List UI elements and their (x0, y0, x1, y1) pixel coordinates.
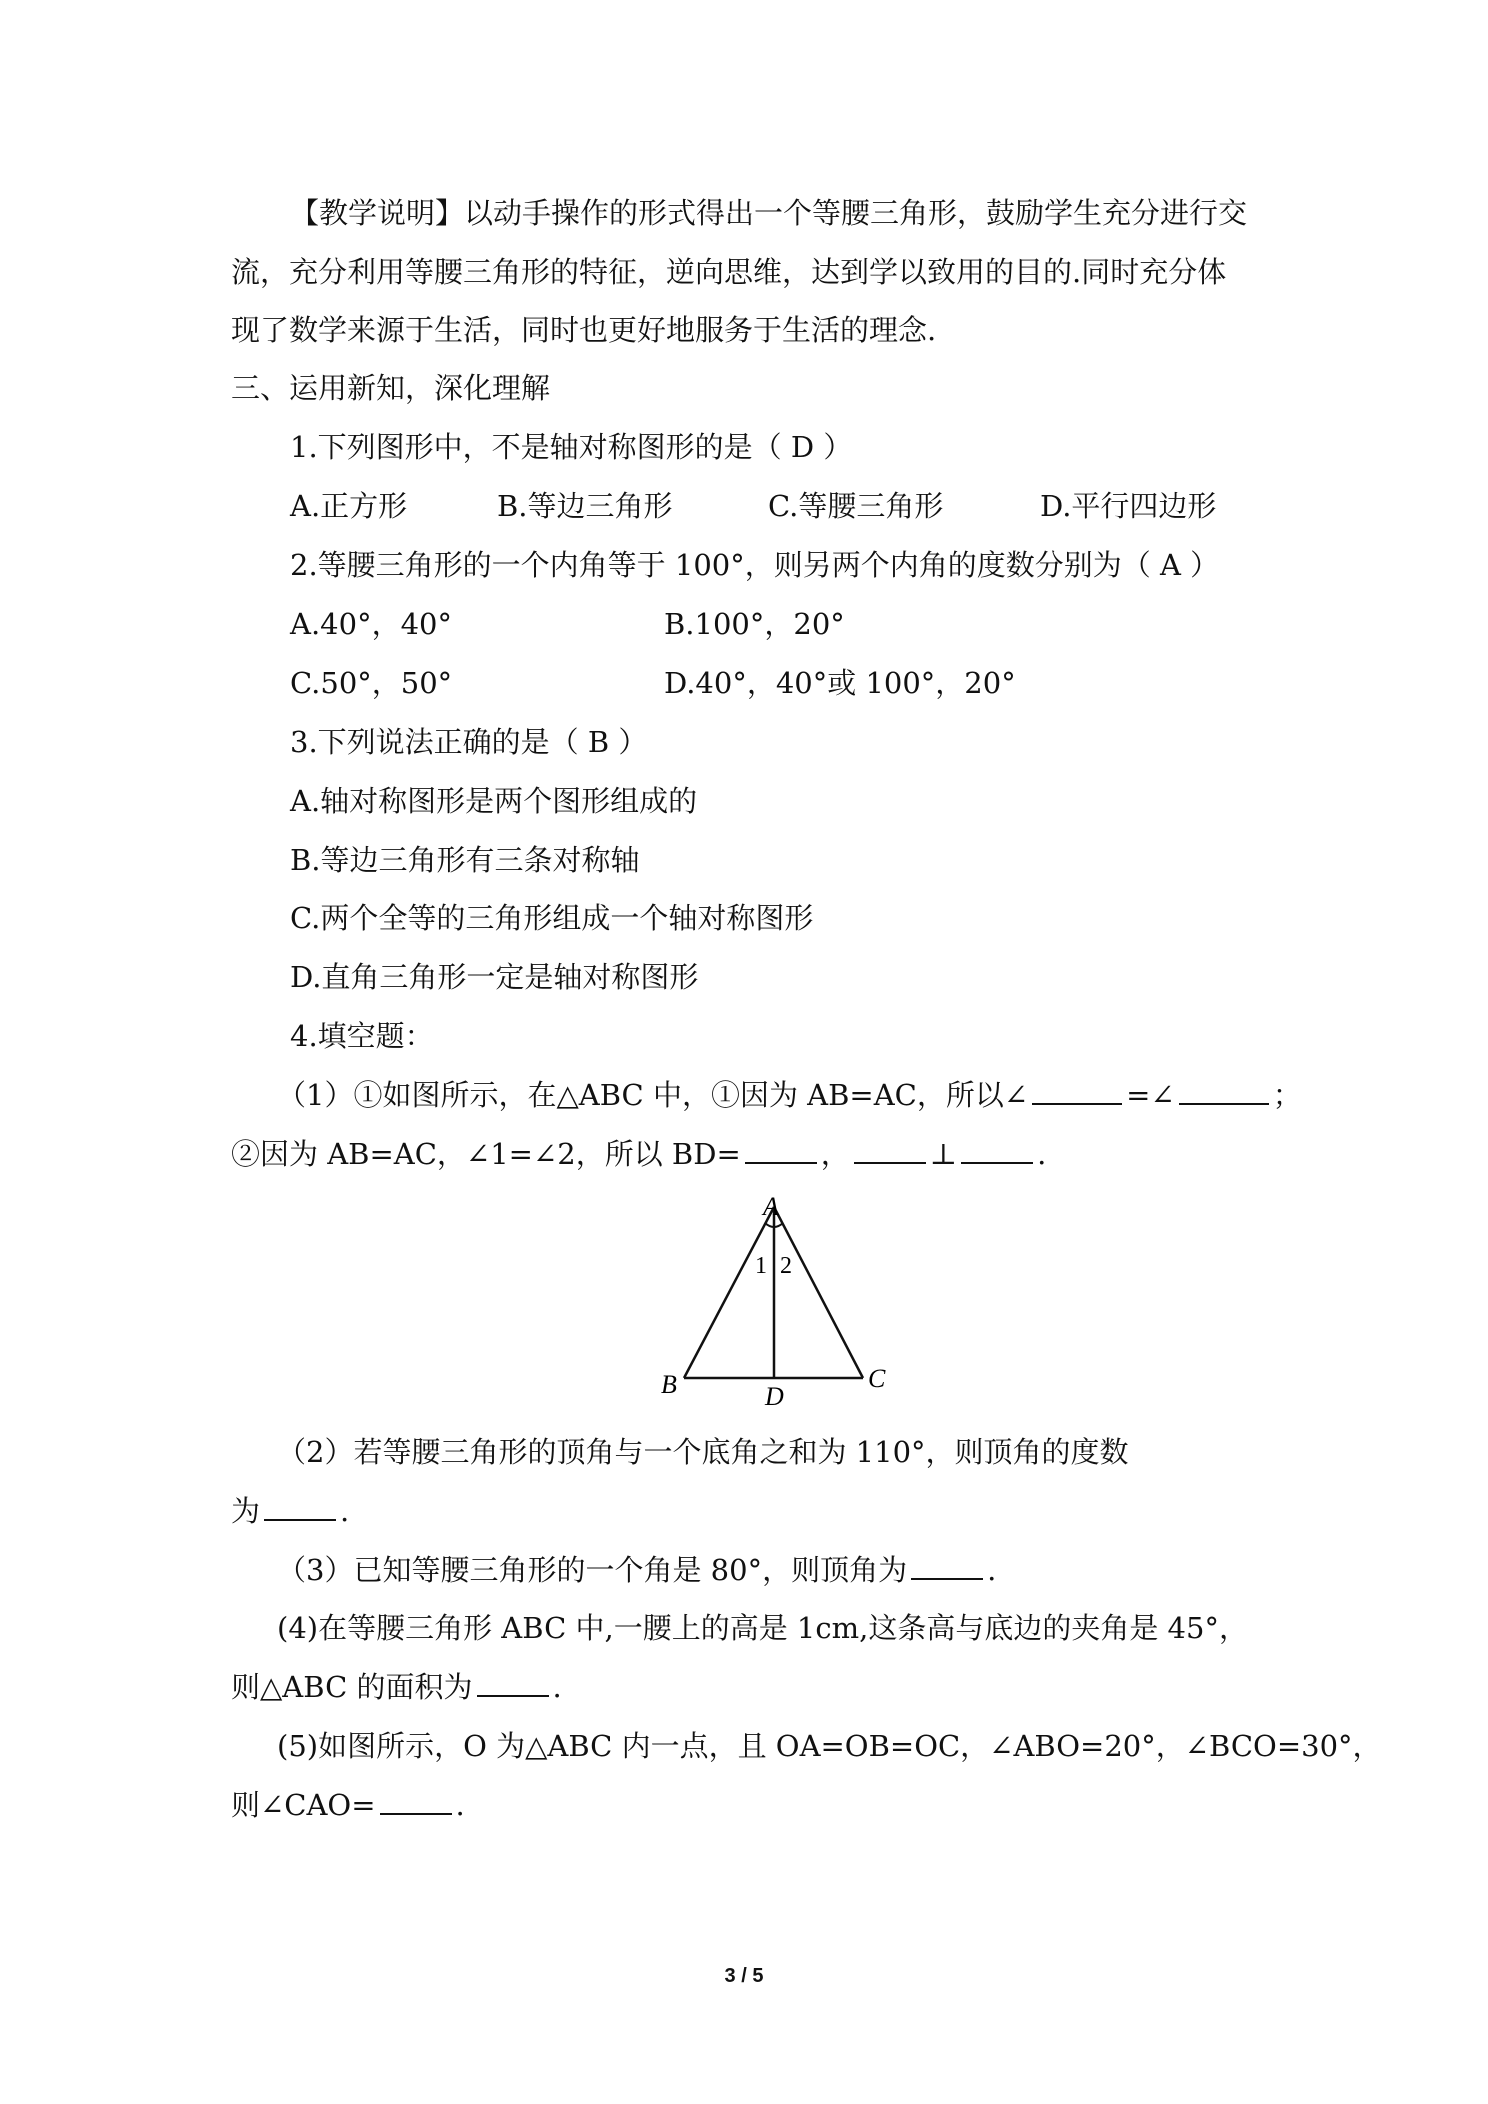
explanation-line-3: 现了数学来源于生活，同时也更好地服务于生活的理念. (231, 313, 937, 347)
q1-stem: 1.下列图形中，不是轴对称图形的是（ D ） (290, 430, 853, 464)
q3-option-c: C.两个全等的三角形组成一个轴对称图形 (290, 901, 814, 935)
side-ac (774, 1207, 863, 1378)
q4-part1-line2 (231, 1134, 1046, 1174)
answer-blank[interactable] (477, 1667, 549, 1697)
q4-part2-text-b: . (340, 1494, 350, 1528)
q2-stem: 2.等腰三角形的一个内角等于 100°，则另两个内角的度数分别为（ A ） (290, 548, 1220, 582)
q4-part1-text-c: ； (1272, 1078, 1302, 1112)
q4-part3-text-b: . (987, 1553, 997, 1587)
label-c: C (868, 1364, 886, 1393)
q3-stem: 3.下列说法正确的是（ B ） (290, 725, 648, 759)
triangle-diagram (655, 1195, 905, 1415)
q4-title: 4.填空题： (290, 1019, 434, 1053)
answer-blank[interactable] (911, 1550, 983, 1580)
q2-option-d: D.40°，40°或 100°，20° (664, 666, 1016, 700)
q4-part2-line1: （2）若等腰三角形的顶角与一个底角之和为 110°，则顶角的度数 (277, 1435, 1129, 1469)
q3-option-b: B.等边三角形有三条对称轴 (290, 843, 640, 877)
q4-part1-text-d: ②因为 AB=AC，∠1=∠2，所以 BD= (231, 1137, 741, 1171)
q1-option-c: C.等腰三角形 (768, 489, 944, 523)
explanation-line-1: 【教学说明】以动手操作的形式得出一个等腰三角形，鼓励学生充分进行交 (290, 196, 1248, 230)
q2-option-b: B.100°，20° (664, 607, 845, 641)
label-b: B (661, 1370, 677, 1399)
q4-part5-text-b: . (455, 1788, 465, 1822)
side-ab (684, 1207, 774, 1378)
section-title: 三、运用新知，深化理解 (231, 371, 551, 405)
q4-part1-text-f: ⊥ (929, 1137, 958, 1171)
q4-part2-text-a: 为 (231, 1494, 261, 1528)
q4-part4-text-a: 则△ABC 的面积为 (231, 1670, 473, 1704)
q4-part2-line2 (231, 1491, 349, 1531)
q4-part1-text-e: ， (820, 1137, 850, 1171)
q3-option-a: A.轴对称图形是两个图形组成的 (290, 784, 698, 818)
q4-part4-line1: (4)在等腰三角形 ABC 中,一腰上的高是 1cm,这条高与底边的夹角是 45°， (277, 1611, 1248, 1645)
page-number: 3 / 5 (724, 1965, 764, 1987)
triangle-figure (655, 1195, 905, 1415)
answer-blank[interactable] (1032, 1075, 1122, 1105)
answer-blank[interactable] (380, 1785, 452, 1815)
q4-part1-line1 (277, 1075, 1302, 1115)
label-angle-2: 2 (780, 1253, 792, 1279)
q4-part4-line2 (231, 1667, 562, 1707)
q4-part4-text-b: . (552, 1670, 562, 1704)
q1-option-b: B.等边三角形 (497, 489, 673, 523)
label-angle-1: 1 (755, 1253, 767, 1279)
q4-part5-line1: (5)如图所示，O 为△ABC 内一点，且 OA=OB=OC，∠ABO=20°，∠BCO=30°， (277, 1729, 1382, 1763)
answer-blank[interactable] (1179, 1075, 1269, 1105)
q4-part5-text-a: 则∠CAO= (231, 1788, 376, 1822)
explanation-line-2: 流，充分利用等腰三角形的特征，逆向思维，达到学以致用的目的.同时充分体 (231, 255, 1227, 289)
q2-option-c: C.50°，50° (290, 666, 453, 700)
answer-blank[interactable] (745, 1134, 817, 1164)
answer-blank[interactable] (264, 1491, 336, 1521)
q1-option-d: D.平行四边形 (1040, 489, 1217, 523)
q4-part1-text-b: =∠ (1126, 1078, 1175, 1112)
q4-part3-text-a: （3）已知等腰三角形的一个角是 80°，则顶角为 (277, 1553, 908, 1587)
answer-blank[interactable] (854, 1134, 926, 1164)
label-d: D (765, 1382, 784, 1411)
label-a: A (763, 1195, 779, 1221)
q4-part5-line2 (231, 1785, 465, 1825)
answer-blank[interactable] (961, 1134, 1033, 1164)
q4-part1-text-a: （1）①如图所示，在△ABC 中，①因为 AB=AC，所以∠ (277, 1078, 1029, 1112)
q4-part3 (277, 1550, 996, 1590)
q1-option-a: A.正方形 (290, 489, 408, 523)
q4-part1-text-g: . (1037, 1137, 1047, 1171)
q2-option-a: A.40°，40° (290, 607, 452, 641)
q3-option-d: D.直角三角形一定是轴对称图形 (290, 960, 699, 994)
